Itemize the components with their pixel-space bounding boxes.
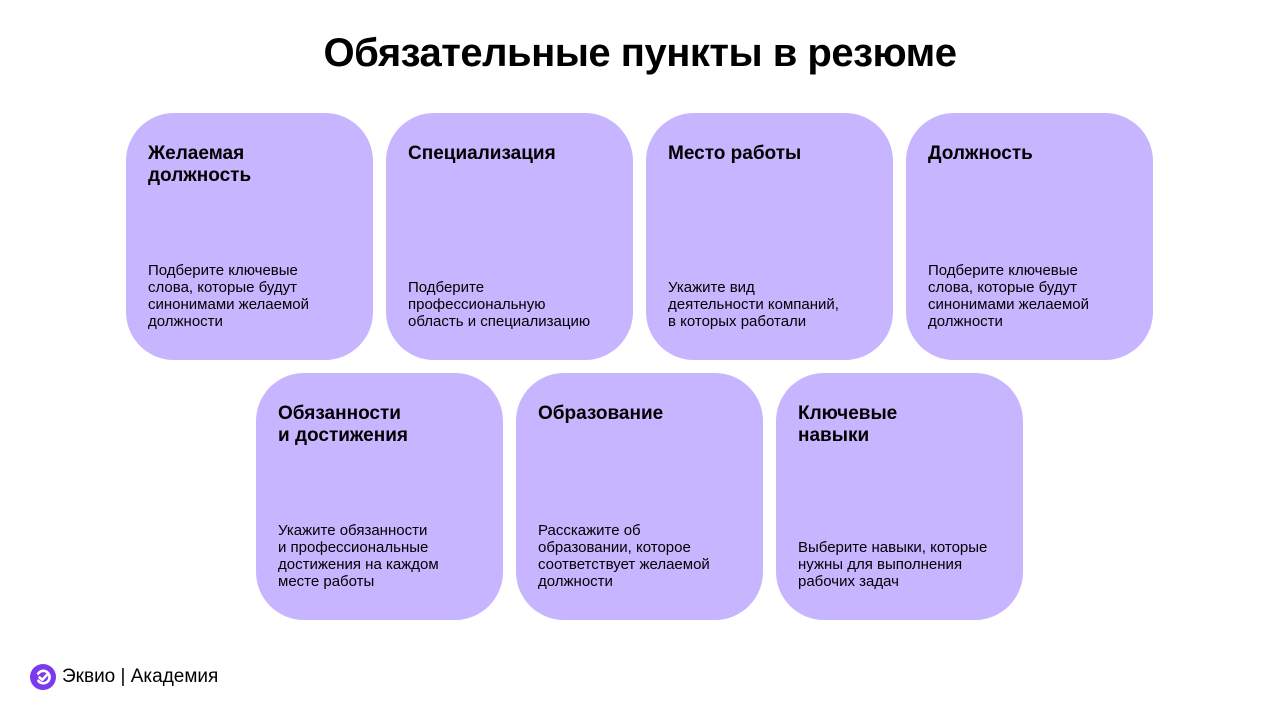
card-desired-position <box>126 113 373 360</box>
card-description: Укажите вид деятельности компаний, в которых работали <box>668 279 839 330</box>
card-position <box>906 113 1153 360</box>
card-title: Специализация <box>408 143 556 164</box>
card-title: Место работы <box>668 143 802 164</box>
card-description: Подберите профессиональную область и специализацию <box>408 279 591 330</box>
card-description: Выберите навыки, которые нужны для выполнения рабочих задач <box>798 539 988 590</box>
card-title: Должность <box>928 143 1033 164</box>
card-description: Укажите обязанности и профессиональные достижения на каждом месте работы <box>278 522 439 590</box>
card-title: Желаемая должность <box>148 143 252 186</box>
card-key-skills <box>776 373 1023 620</box>
slide-title: Обязательные пункты в резюме <box>323 31 957 75</box>
card-description: Расскажите об образовании, которое соответствует желаемой должности <box>538 522 710 590</box>
card-title: Ключевые навыки <box>798 403 898 446</box>
card-specialization <box>386 113 633 360</box>
card-title: Обязанности и достижения <box>278 403 408 446</box>
card-title: Образование <box>538 403 664 424</box>
ekvio-logo-icon <box>30 664 56 690</box>
card-workplace <box>646 113 893 360</box>
card-duties-achievements <box>256 373 503 620</box>
card-education <box>516 373 763 620</box>
card-description: Подберите ключевые слова, которые будут синонимами желаемой должности <box>148 262 310 330</box>
footer-brand <box>30 663 218 690</box>
card-description: Подберите ключевые слова, которые будут синонимами желаемой должности <box>928 262 1090 330</box>
footer-brand-text: Эквио | Академия <box>62 665 219 687</box>
